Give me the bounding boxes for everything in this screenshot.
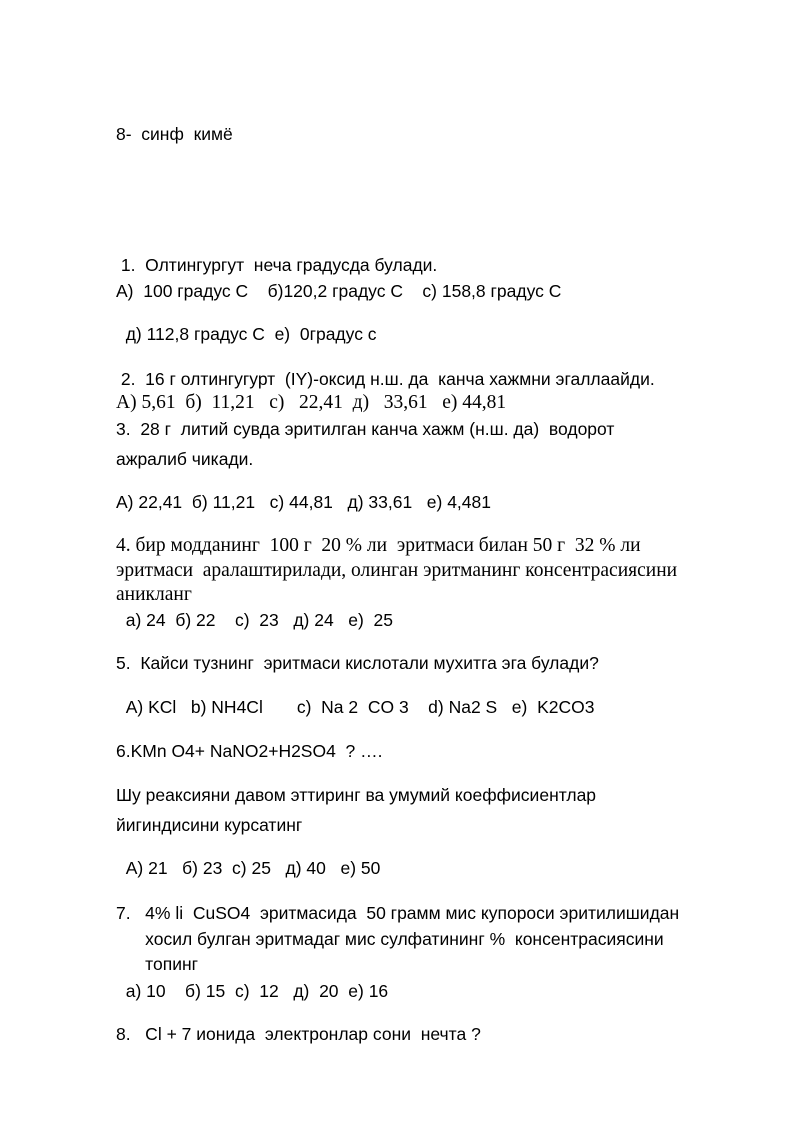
- question-1-options-a: А) 100 градус С б)120,2 градус С с) 158,8 градус С: [116, 281, 562, 301]
- question-6-text-line-2: йигиндисини курсатинг: [116, 815, 303, 835]
- question-7-options: а) 10 б) 15 с) 12 д) 20 е) 16: [116, 981, 389, 1001]
- question-3-text-line-1: 3. 28 г литий сувда эритилган канча хажм (н.ш. да) водорот: [116, 419, 615, 439]
- question-2-text: 2. 16 г олтингугурт (IY)-оксид н.ш. да канча хажмни эгаллаайди.: [116, 369, 655, 389]
- question-4-text-line-1: 4. бир модданинг 100 г 20 % ли эритмаси билан 50 г 32 % ли: [116, 535, 641, 556]
- question-8-text: 8. Cl + 7 ионида электронлар сони нечта ?: [116, 1024, 481, 1044]
- question-1-text: 1. Олтингургут неча градусда булади.: [116, 255, 438, 275]
- question-6-text-line-1: Шу реаксияни давом эттиринг ва умумий коеффисиентлар: [116, 785, 597, 805]
- question-2-options: А) 5,61 б) 11,21 с) 22,41 д) 33,61 е) 44,81: [116, 392, 507, 413]
- question-5-options: А) KCl b) NH4Cl c) Na 2 CO 3 d) Na2 S e) K2CO3: [116, 697, 595, 717]
- question-3-options: А) 22,41 б) 11,21 с) 44,81 д) 33,61 е) 4,481: [116, 492, 491, 512]
- question-4-text-line-2: эритмаси аралаштирилади, олинган эритманинг консентрасиясини: [116, 560, 678, 581]
- page-title: 8- синф кимё: [116, 124, 233, 144]
- question-7-text-line-1: 7. 4% li CuSO4 эритмасида 50 грамм мис купороси эритилишидан: [116, 903, 680, 923]
- question-4-text-line-3: аникланг: [116, 584, 192, 605]
- question-4-options: а) 24 б) 22 с) 23 д) 24 е) 25: [116, 610, 394, 630]
- question-6-options: А) 21 б) 23 с) 25 д) 40 е) 50: [116, 858, 381, 878]
- question-6-equation: 6.KMn O4+ NaNO2+H2SO4 ? ….: [116, 741, 383, 761]
- question-1-options-b: д) 112,8 градус С е) 0градус с: [116, 324, 377, 344]
- question-5-text: 5. Кайси тузнинг эритмаси кислотали мухитга эга булади?: [116, 653, 599, 673]
- question-7-text-line-2: хосил булган эритмадаг мис сулфатининг % консентрасиясини: [116, 929, 664, 949]
- question-7-text-line-3: топинг: [116, 954, 199, 974]
- question-3-text-line-2: ажралиб чикади.: [116, 449, 254, 469]
